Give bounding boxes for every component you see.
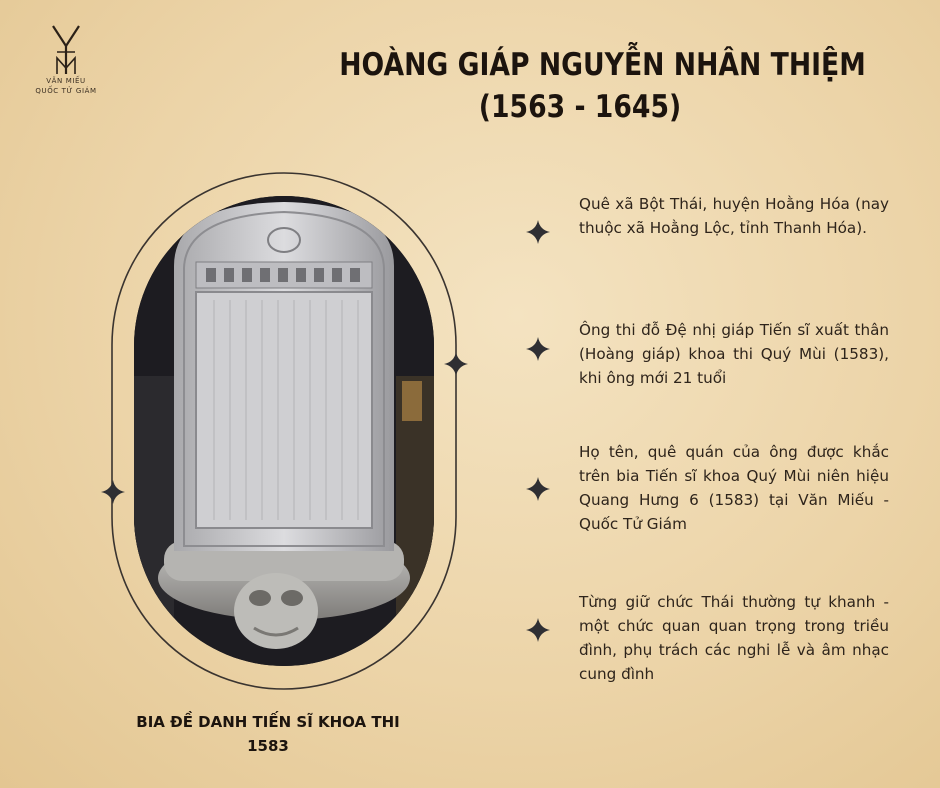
fact-item-hometown: Quê xã Bột Thái, huyện Hoằng Hóa (nay thuộc xã Hoằng Lộc, tỉnh Thanh Hóa).	[579, 195, 889, 237]
logo-line-1: VĂN MIẾU	[46, 77, 86, 85]
photo-caption	[108, 710, 428, 758]
sparkle-icon	[526, 477, 550, 501]
sparkle-icon	[526, 618, 550, 642]
sparkle-icon	[526, 337, 550, 361]
fact-item-stele: Họ tên, quê quán của ông được khắc trên bia Tiến sĩ khoa Quý Mùi niên hiệu Quang Hưng 6 (1583) tại Văn Miếu - Quốc Tử Giám	[579, 443, 889, 533]
caption-line-1: BIA ĐỀ DANH TIẾN SĨ KHOA THI	[136, 713, 400, 731]
title-years: (1563 - 1645)	[478, 89, 682, 125]
title-name: HOÀNG GIÁP NGUYỄN NHÂN THIỆM	[339, 47, 866, 83]
caption-line-2: 1583	[247, 737, 289, 755]
logo-line-2: QUỐC TỬ GIÁM	[35, 87, 97, 95]
fact-item-exam: Ông thi đỗ Đệ nhị giáp Tiến sĩ xuất thân (Hoàng giáp) khoa thi Quý Mùi (1583), khi ông mới 21 tuổi	[579, 321, 889, 387]
frame-sparkle-icon	[101, 480, 125, 504]
sparkle-icon	[526, 220, 550, 244]
fact-item-office: Từng giữ chức Thái thường tự khanh - một chức quan quan trọng trong triều đình, phụ trách các nghi lễ và âm nhạc cung đình	[579, 593, 889, 683]
frame-sparkle-icon	[444, 352, 468, 376]
stele-photo	[134, 196, 434, 666]
stele-illustration	[134, 196, 434, 666]
